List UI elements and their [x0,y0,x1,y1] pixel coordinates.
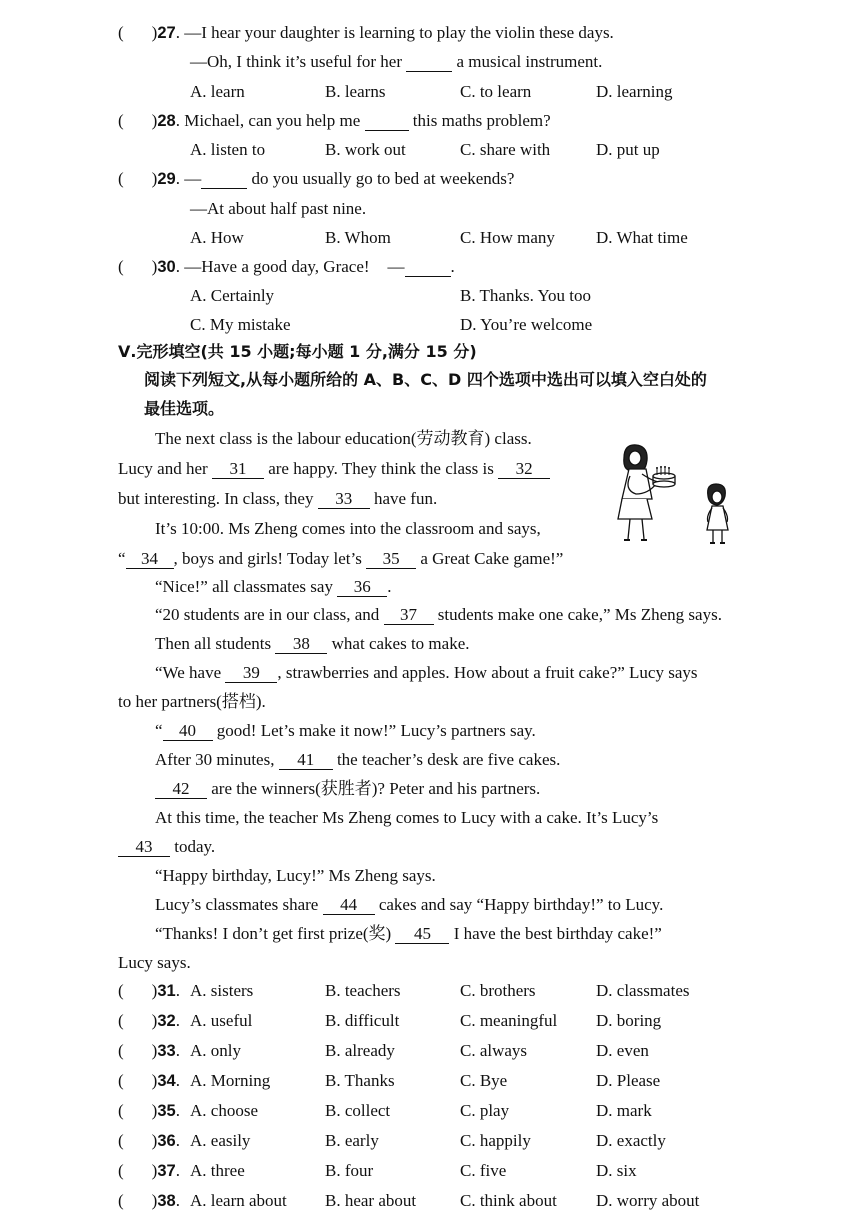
answer-bracket-open[interactable]: ( [118,1101,124,1120]
option-b[interactable]: B. early [325,1131,379,1150]
question-row: ( )36. [118,1131,180,1150]
answer-bracket-close[interactable]: ) [151,169,158,188]
option-a[interactable]: A. learn [190,82,245,101]
option-b[interactable]: B. collect [325,1101,391,1120]
option-d[interactable]: D. exactly [596,1131,666,1150]
option-a[interactable]: A. useful [190,1011,253,1030]
question-number: 34 [157,1072,176,1090]
answer-bracket-open[interactable]: ( [118,1041,124,1060]
passage-line: but interesting. In class, they 33 have fun. [118,489,438,508]
option-a[interactable]: A. three [190,1161,245,1180]
option-d[interactable]: D. You’re welcome [460,315,593,334]
passage-line: Lucy and her 31 are happy. They think the class is 32 [118,460,550,479]
option-b[interactable]: B. learns [325,82,386,101]
answer-bracket-open[interactable]: ( [118,1011,124,1030]
answer-bracket-open[interactable]: ( [118,1071,124,1090]
passage-line: “ 40 good! Let’s make it now!” Lucy’s partners say. [155,721,536,740]
option-b[interactable]: B. difficult [325,1011,400,1030]
option-a[interactable]: A. listen to [190,140,266,159]
question-30: ( )30. —Have a good day, Grace! — . [118,257,455,276]
question-row: ( )38. [118,1191,180,1210]
passage-line: It’s 10:00. Ms Zheng comes into the classroom and says, [155,519,541,538]
passage-line: “ 34 , boys and girls! Today let’s 35 a Great Cake game!” [118,549,564,568]
option-d[interactable]: D. mark [596,1101,652,1120]
answer-bracket-close[interactable]: ) [151,1071,158,1090]
answer-bracket-open[interactable]: ( [118,1131,124,1150]
answer-bracket-close[interactable]: ) [151,111,158,130]
option-d[interactable]: D. Please [596,1071,661,1090]
answer-blank-38[interactable]: 38 [275,635,327,654]
answer-bracket-close[interactable]: ) [151,1191,158,1210]
option-d[interactable]: D. boring [596,1011,662,1030]
option-c[interactable]: C. happily [460,1131,531,1150]
question-number: 37 [157,1162,176,1180]
answer-bracket-open[interactable]: ( [118,23,124,42]
answer-bracket-open[interactable]: ( [118,169,124,188]
passage-line: “Thanks! I don’t get first prize(奖) 45 I have the best birthday cake!” [155,924,662,943]
answer-bracket-open[interactable]: ( [118,257,124,276]
question-row: ( )34. [118,1071,180,1090]
answer-bracket-open[interactable]: ( [118,1191,124,1210]
answer-bracket-close[interactable]: ) [151,981,158,1000]
passage-line: to her partners(搭档). [118,692,266,711]
answer-blank-31[interactable]: 31 [212,460,264,479]
question-number: 36 [157,1132,176,1150]
option-c[interactable]: C. meaningful [460,1011,558,1030]
option-d[interactable]: D. classmates [596,981,690,1000]
option-b[interactable]: B. Thanks. You too [460,286,591,305]
option-c[interactable]: C. brothers [460,981,536,1000]
answer-bracket-close[interactable]: ) [151,23,158,42]
section-title: Ⅴ.完形填空(共 15 小题;每小题 1 分,满分 15 分) [118,342,477,361]
question-number: 33 [157,1042,176,1060]
answer-blank-45[interactable]: 45 [395,925,449,944]
question-row: ( )32. [118,1011,180,1030]
option-d[interactable]: D. six [596,1161,637,1180]
passage-line: “We have 39 , strawberries and apples. How about a fruit cake?” Lucy says [155,663,698,682]
option-b[interactable]: B. Thanks [325,1071,395,1090]
question-number: 38 [157,1192,176,1210]
answer-blank[interactable] [365,112,409,131]
passage-line: 42 are the winners(获胜者)? Peter and his partners. [155,780,540,799]
option-b[interactable]: B. hear about [325,1191,417,1210]
passage-line: 43 today. [118,838,215,857]
question-number: 27 [157,24,176,42]
answer-blank-35[interactable]: 35 [366,550,416,569]
passage-line: After 30 minutes, 41 the teacher’s desk are five cakes. [155,750,561,769]
answer-blank-36[interactable]: 36 [337,578,387,597]
passage-line: Lucy’s classmates share 44 cakes and say “Happy birthday!” to Lucy. [155,895,664,914]
option-c[interactable]: C. Bye [460,1071,508,1090]
question-number: 31 [157,982,176,1000]
answer-blank-41[interactable]: 41 [279,751,333,770]
answer-blank-34[interactable]: 34 [126,550,174,569]
option-c[interactable]: C. always [460,1041,528,1060]
option-b[interactable]: B. four [325,1161,374,1180]
answer-blank-44[interactable]: 44 [323,896,375,915]
passage-line: “20 students are in our class, and 37 students make one cake,” Ms Zheng says. [155,605,722,624]
question-number: 28 [157,112,176,130]
answer-blank-42[interactable]: 42 [155,780,207,799]
answer-blank[interactable] [405,258,451,277]
question-number: 35 [157,1102,176,1120]
answer-blank[interactable] [406,53,452,72]
question-row: ( )37. [118,1161,180,1180]
option-c[interactable]: C. My mistake [190,315,291,334]
option-d[interactable]: D. worry about [596,1191,700,1210]
answer-bracket-close[interactable]: ) [151,257,158,276]
option-d[interactable]: D. learning [596,82,673,101]
passage-line: “Happy birthday, Lucy!” Ms Zheng says. [155,866,436,885]
passage-line: “Nice!” all classmates say 36 . [155,577,392,596]
answer-bracket-open[interactable]: ( [118,111,124,130]
option-a[interactable]: A. How [190,228,244,247]
answer-bracket-close[interactable]: ) [151,1041,158,1060]
option-d[interactable]: D. put up [596,140,660,159]
option-a[interactable]: A. easily [190,1131,251,1150]
option-b[interactable]: B. work out [325,140,406,159]
option-c[interactable]: C. to learn [460,82,532,101]
option-c[interactable]: C. play [460,1101,510,1120]
option-a[interactable]: A. Certainly [190,286,275,305]
option-a[interactable]: A. Morning [190,1071,271,1090]
option-b[interactable]: B. Whom [325,228,391,247]
option-d[interactable]: D. What time [596,228,688,247]
option-c[interactable]: C. think about [460,1191,557,1210]
answer-blank-32[interactable]: 32 [498,460,550,479]
question-number: 32 [157,1012,176,1030]
answer-blank-40[interactable]: 40 [163,722,213,741]
question-27-line2: —Oh, I think it’s useful for her a musical instrument. [190,52,603,71]
question-27: ( )27. —I hear your daughter is learning to play the violin these days. [118,23,614,42]
question-row: ( )33. [118,1041,180,1060]
answer-bracket-close[interactable]: ) [151,1161,158,1180]
answer-bracket-open[interactable]: ( [118,1161,124,1180]
answer-bracket-close[interactable]: ) [151,1011,158,1030]
passage-line: Lucy says. [118,953,191,972]
question-28: ( )28. Michael, can you help me this maths problem? [118,111,551,130]
answer-blank[interactable] [201,170,247,189]
option-b[interactable]: B. already [325,1041,395,1060]
question-row: ( )31. [118,981,180,1000]
teacher-with-cake-illustration [612,440,752,548]
question-number: 30 [157,258,176,276]
option-a[interactable]: A. learn about [190,1191,287,1210]
question-29: ( )29. — do you usually go to bed at weekends? [118,169,515,188]
option-a[interactable]: A. only [190,1041,241,1060]
option-c[interactable]: C. share with [460,140,551,159]
answer-bracket-close[interactable]: ) [151,1131,158,1150]
passage-line: The next class is the labour education(劳动教育) class. [155,429,532,448]
option-d[interactable]: D. even [596,1041,649,1060]
option-a[interactable]: A. sisters [190,981,254,1000]
option-b[interactable]: B. teachers [325,981,401,1000]
answer-blank-39[interactable]: 39 [225,664,277,683]
answer-blank-33[interactable]: 33 [318,490,370,509]
answer-blank-43[interactable]: 43 [118,838,170,857]
section-instruction: 阅读下列短文,从每小题所给的 A、B、C、D 四个选项中选出可以填入空白处的 [144,370,707,389]
option-c[interactable]: C. How many [460,228,555,247]
answer-bracket-open[interactable]: ( [118,981,124,1000]
question-number: 29 [157,170,176,188]
question-stem: —I hear your daughter is learning to play the violin these days. [184,23,614,42]
option-a[interactable]: A. choose [190,1101,258,1120]
option-c[interactable]: C. five [460,1161,507,1180]
answer-blank-37[interactable]: 37 [384,606,434,625]
passage-line: At this time, the teacher Ms Zheng comes to Lucy with a cake. It’s Lucy’s [155,808,659,827]
passage-line: Then all students 38 what cakes to make. [155,634,470,653]
section-instruction-cont: 最佳选项。 [144,399,225,418]
question-row: ( )35. [118,1101,180,1120]
question-29-line2: —At about half past nine. [190,199,367,218]
answer-bracket-close[interactable]: ) [151,1101,158,1120]
